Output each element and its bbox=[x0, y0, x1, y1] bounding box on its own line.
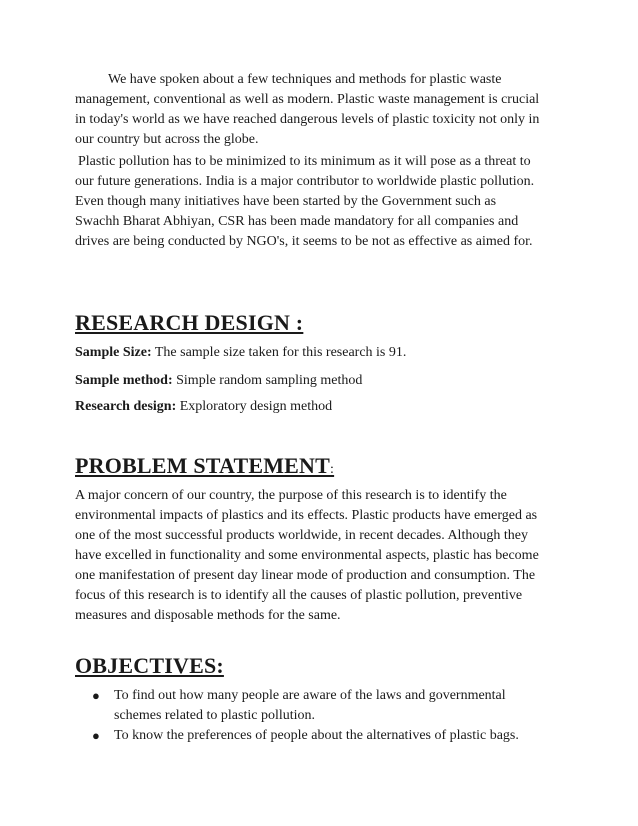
sample-size-row bbox=[75, 344, 406, 362]
problem-statement-title: PROBLEM STATEMENT bbox=[75, 453, 331, 478]
text-line: drives are being conducted by NGO's, it seems to be not as effective as aimed for. bbox=[75, 234, 533, 249]
research-design-row bbox=[75, 398, 332, 416]
objectives-heading: OBJECTIVES: bbox=[75, 653, 224, 678]
sample-method-value: Simple random sampling method bbox=[176, 373, 363, 388]
text-line: have excelled in functionality and some environmental aspects, plastic has become bbox=[75, 548, 539, 563]
text-line: A major concern of our country, the purpose of this research is to identify the bbox=[75, 488, 507, 503]
text-line: management, conventional as well as modern. Plastic waste management is crucial bbox=[75, 92, 540, 107]
text-line: one of the most successful products worldwide, in recent decades. Although they bbox=[75, 528, 528, 543]
intro-paragraph-2 bbox=[75, 152, 565, 252]
problem-statement-heading bbox=[75, 453, 334, 483]
text-line: Even though many initiatives have been started by the Government such as bbox=[75, 194, 497, 209]
text-line: We have spoken about a few techniques and methods for plastic waste bbox=[108, 72, 502, 87]
list-item bbox=[75, 686, 565, 726]
text-line: To know the preferences of people about the alternatives of plastic bags. bbox=[114, 728, 519, 743]
list-item bbox=[75, 726, 565, 746]
research-design-heading: RESEARCH DESIGN : bbox=[75, 310, 304, 335]
text-line: Swachh Bharat Abhiyan, CSR has been made mandatory for all companies and bbox=[75, 214, 519, 229]
intro-paragraph-1 bbox=[75, 70, 565, 150]
text-line: schemes related to plastic pollution. bbox=[114, 708, 316, 723]
research-design-value: Exploratory design method bbox=[179, 399, 333, 414]
sample-size-label: Sample Size: bbox=[75, 345, 152, 360]
problem-statement-paragraph bbox=[75, 486, 565, 626]
text-line: our future generations. India is a major contributor to worldwide plastic pollution. bbox=[75, 174, 535, 189]
sample-method-row bbox=[75, 372, 362, 390]
text-line: one manifestation of present day linear mode of production and consumption. The bbox=[75, 568, 536, 583]
sample-size-value: The sample size taken for this research is 91. bbox=[154, 345, 407, 360]
text-line: environmental impacts of plastics and its effects. Plastic products have emerged as bbox=[75, 508, 538, 523]
bullet-icon: ● bbox=[92, 728, 100, 743]
objectives-list bbox=[75, 686, 565, 746]
heading-colon: : bbox=[330, 462, 335, 477]
text-line: measures and disposable methods for the same. bbox=[75, 608, 341, 623]
research-design-label: Research design: bbox=[75, 399, 177, 414]
text-line: focus of this research is to identify all the causes of plastic pollution, preventive bbox=[75, 588, 523, 603]
text-line: in today's world as we have reached dangerous levels of plastic toxicity not only in bbox=[75, 112, 540, 127]
bullet-icon: ● bbox=[92, 688, 100, 703]
sample-method-label: Sample method: bbox=[75, 373, 173, 388]
text-line: our country but across the globe. bbox=[75, 132, 259, 147]
text-line: To find out how many people are aware of the laws and governmental bbox=[114, 688, 506, 703]
text-line: Plastic pollution has to be minimized to its minimum as it will pose as a threat to bbox=[78, 154, 531, 169]
